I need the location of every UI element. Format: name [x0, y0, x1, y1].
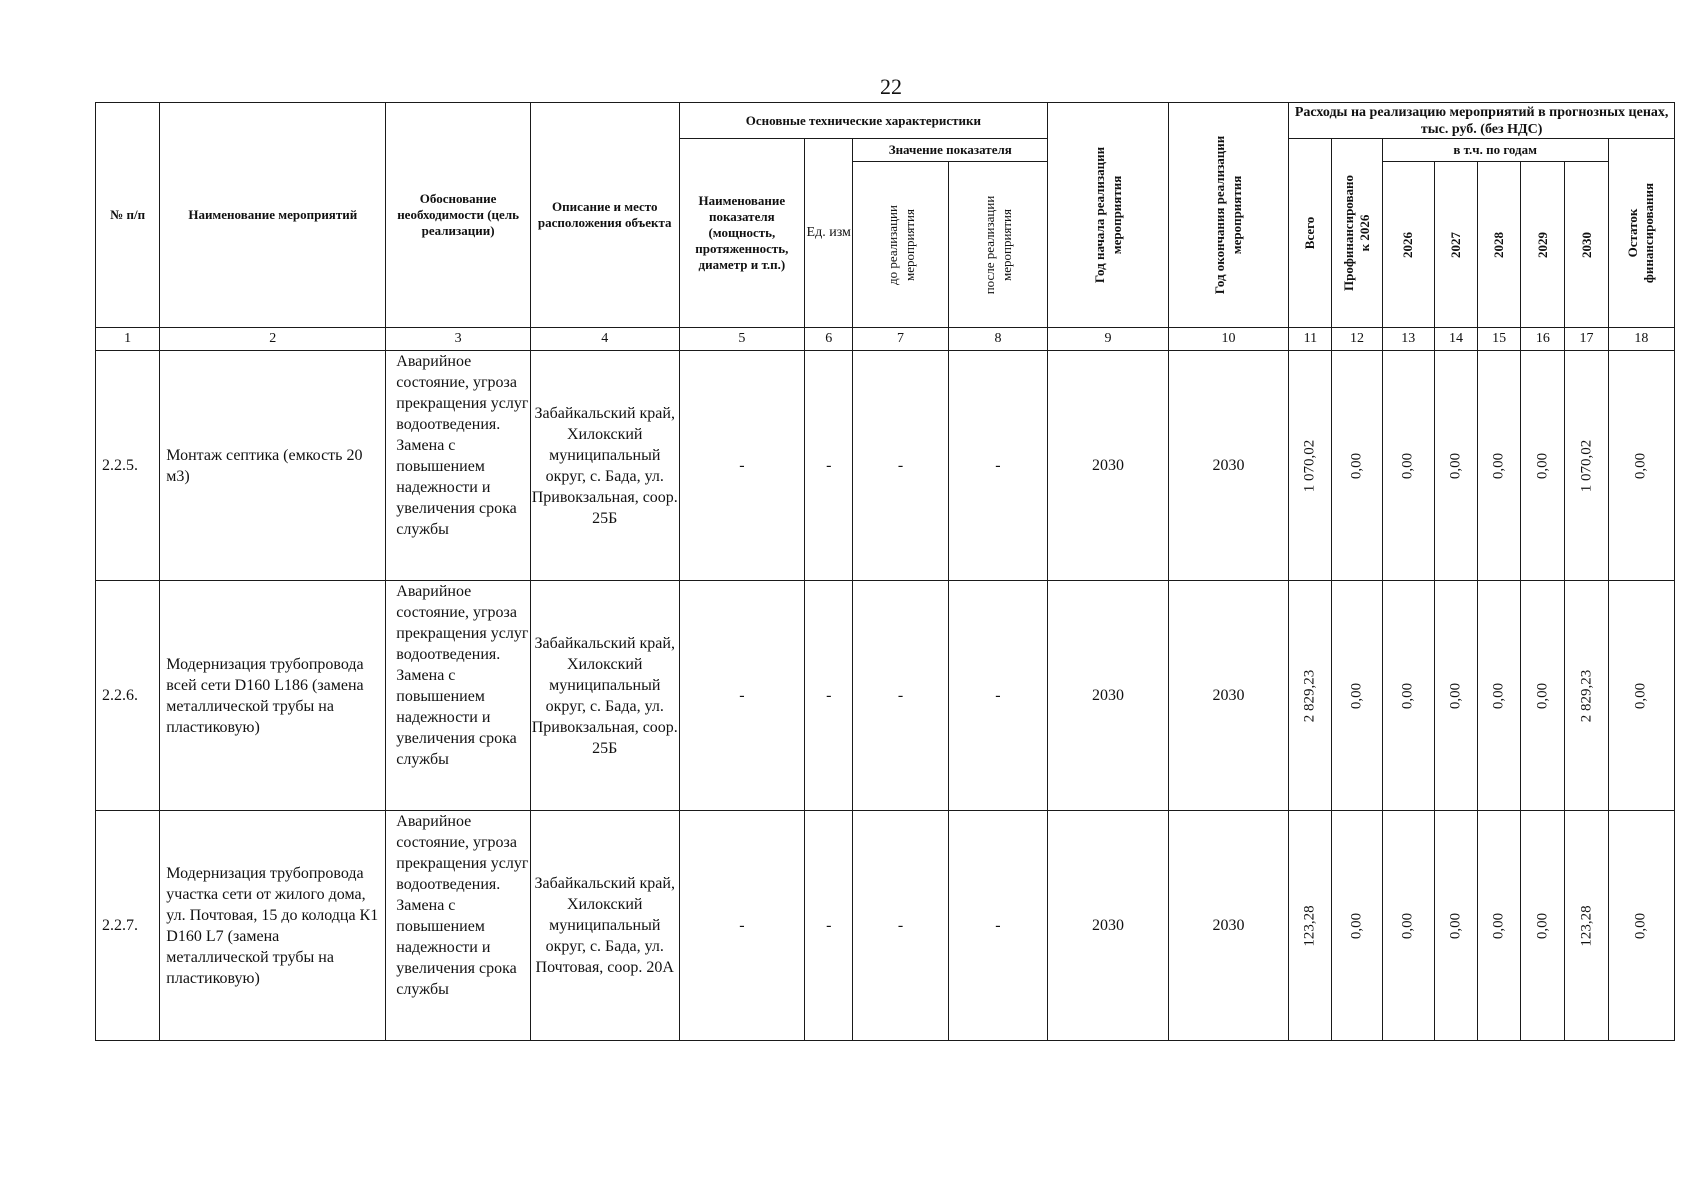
column-number: 15: [1478, 328, 1521, 351]
cell-name: Монтаж септика (емкость 20 м3): [160, 351, 386, 581]
header-costs-group: Расходы на реализацию мероприятий в прогнозных ценах, тыс. руб. (без НДС): [1289, 103, 1675, 139]
cell-2029: 0,00: [1521, 811, 1565, 1041]
header-name: Наименование мероприятий: [160, 103, 386, 328]
column-number: 9: [1048, 328, 1169, 351]
cell-after: -: [948, 581, 1047, 811]
cell-2028: 0,00: [1478, 351, 1521, 581]
cell-name: Модернизация трубопровода всей сети D160 L186 (замена металлической трубы на пластиковую): [160, 581, 386, 811]
table-row: [96, 351, 1675, 581]
cell-2028: 0,00: [1478, 581, 1521, 811]
cell-location: Забайкальский край, Хилокский муниципальный округ, с. Бада, ул. Почтовая, соор. 20А: [530, 811, 679, 1041]
cell-after: -: [948, 351, 1047, 581]
header-end-year: Год окончания реализации мероприятия: [1168, 103, 1289, 328]
column-number-row: [96, 328, 1675, 351]
cell-remainder: 0,00: [1608, 351, 1674, 581]
cell-after: -: [948, 811, 1047, 1041]
header-prefinanced: Профинансировано к 2026: [1332, 139, 1382, 328]
column-number: 5: [679, 328, 805, 351]
header-total: Всего: [1289, 139, 1332, 328]
cell-indicator-name: -: [679, 581, 805, 811]
cell-prefinanced: 0,00: [1332, 581, 1382, 811]
cell-total: 2 829,23: [1289, 581, 1332, 811]
cell-2026: 0,00: [1382, 581, 1434, 811]
cell-2027: 0,00: [1434, 351, 1477, 581]
cell-2028: 0,00: [1478, 811, 1521, 1041]
header-remainder: Остаток финансирования: [1608, 139, 1674, 328]
header-unit: Ед. изм: [805, 139, 853, 328]
cell-2026: 0,00: [1382, 811, 1434, 1041]
cell-num: 2.2.6.: [96, 581, 160, 811]
cell-start-year: 2030: [1048, 351, 1169, 581]
cell-2027: 0,00: [1434, 581, 1477, 811]
cell-end-year: 2030: [1168, 351, 1289, 581]
cell-before: -: [853, 351, 948, 581]
cell-remainder: 0,00: [1608, 811, 1674, 1041]
column-number: 18: [1608, 328, 1674, 351]
cell-indicator-name: -: [679, 811, 805, 1041]
header-year-2027: 2027: [1434, 162, 1477, 328]
cell-num: 2.2.5.: [96, 351, 160, 581]
cell-unit: -: [805, 581, 853, 811]
cell-prefinanced: 0,00: [1332, 811, 1382, 1041]
cell-2029: 0,00: [1521, 581, 1565, 811]
cell-justification: Аварийное состояние, угроза прекращения услуг водоотведения. Замена с повышением надежности и увеличения срока службы: [386, 581, 531, 811]
header-tech-group: Основные технические характеристики: [679, 103, 1048, 139]
header-indicator-value-group: Значение показателя: [853, 139, 1048, 162]
column-number: 16: [1521, 328, 1565, 351]
cell-2029: 0,00: [1521, 351, 1565, 581]
header-location: Описание и место расположения объекта: [530, 103, 679, 328]
column-number: 10: [1168, 328, 1289, 351]
cell-indicator-name: -: [679, 351, 805, 581]
column-number: 14: [1434, 328, 1477, 351]
cell-unit: -: [805, 351, 853, 581]
cell-end-year: 2030: [1168, 811, 1289, 1041]
column-number: 7: [853, 328, 948, 351]
cell-before: -: [853, 581, 948, 811]
header-before: до реализации мероприятия: [853, 162, 948, 328]
column-number: 8: [948, 328, 1047, 351]
cell-start-year: 2030: [1048, 811, 1169, 1041]
cell-2027: 0,00: [1434, 811, 1477, 1041]
column-number: 4: [530, 328, 679, 351]
header-year-2028: 2028: [1478, 162, 1521, 328]
cell-location: Забайкальский край, Хилокский муниципальный округ, с. Бада, ул. Привокзальная, соор. 25Б: [530, 351, 679, 581]
column-number: 3: [386, 328, 531, 351]
cell-name: Модернизация трубопровода участка сети от жилого дома, ул. Почтовая, 15 до колодца К1 D160 L7 (замена металлической трубы на пластиковую): [160, 811, 386, 1041]
header-after: после реализации мероприятия: [948, 162, 1047, 328]
cell-before: -: [853, 811, 948, 1041]
cell-2030: 123,28: [1565, 811, 1608, 1041]
column-number: 6: [805, 328, 853, 351]
cell-justification: Аварийное состояние, угроза прекращения услуг водоотведения. Замена с повышением надежности и увеличения срока службы: [386, 811, 531, 1041]
investment-program-table: [95, 102, 1675, 1041]
cell-end-year: 2030: [1168, 581, 1289, 811]
cell-start-year: 2030: [1048, 581, 1169, 811]
header-indicator-name: Наименование показателя (мощность, протяженность, диаметр и т.п.): [679, 139, 805, 328]
cell-location: Забайкальский край, Хилокский муниципальный округ, с. Бада, ул. Привокзальная, соор. 25Б: [530, 581, 679, 811]
column-number: 2: [160, 328, 386, 351]
cell-total: 1 070,02: [1289, 351, 1332, 581]
column-number: 13: [1382, 328, 1434, 351]
header-year-2029: 2029: [1521, 162, 1565, 328]
header-justification: Обоснование необходимости (цель реализации): [386, 103, 531, 328]
cell-2026: 0,00: [1382, 351, 1434, 581]
cell-justification: Аварийное состояние, угроза прекращения услуг водоотведения. Замена с повышением надежности и увеличения срока службы: [386, 351, 531, 581]
header-num: № п/п: [96, 103, 160, 328]
page-number: 22: [880, 74, 902, 99]
cell-2030: 1 070,02: [1565, 351, 1608, 581]
cell-unit: -: [805, 811, 853, 1041]
header-by-years: в т.ч. по годам: [1382, 139, 1608, 162]
column-number: 1: [96, 328, 160, 351]
cell-total: 123,28: [1289, 811, 1332, 1041]
cell-2030: 2 829,23: [1565, 581, 1608, 811]
header-year-2030: 2030: [1565, 162, 1608, 328]
cell-prefinanced: 0,00: [1332, 351, 1382, 581]
column-number: 17: [1565, 328, 1608, 351]
column-number: 11: [1289, 328, 1332, 351]
cell-num: 2.2.7.: [96, 811, 160, 1041]
cell-remainder: 0,00: [1608, 581, 1674, 811]
table-row: [96, 811, 1675, 1041]
header-year-2026: 2026: [1382, 162, 1434, 328]
column-number: 12: [1332, 328, 1382, 351]
header-start-year: Год начала реализации мероприятия: [1048, 103, 1169, 328]
table-row: [96, 581, 1675, 811]
